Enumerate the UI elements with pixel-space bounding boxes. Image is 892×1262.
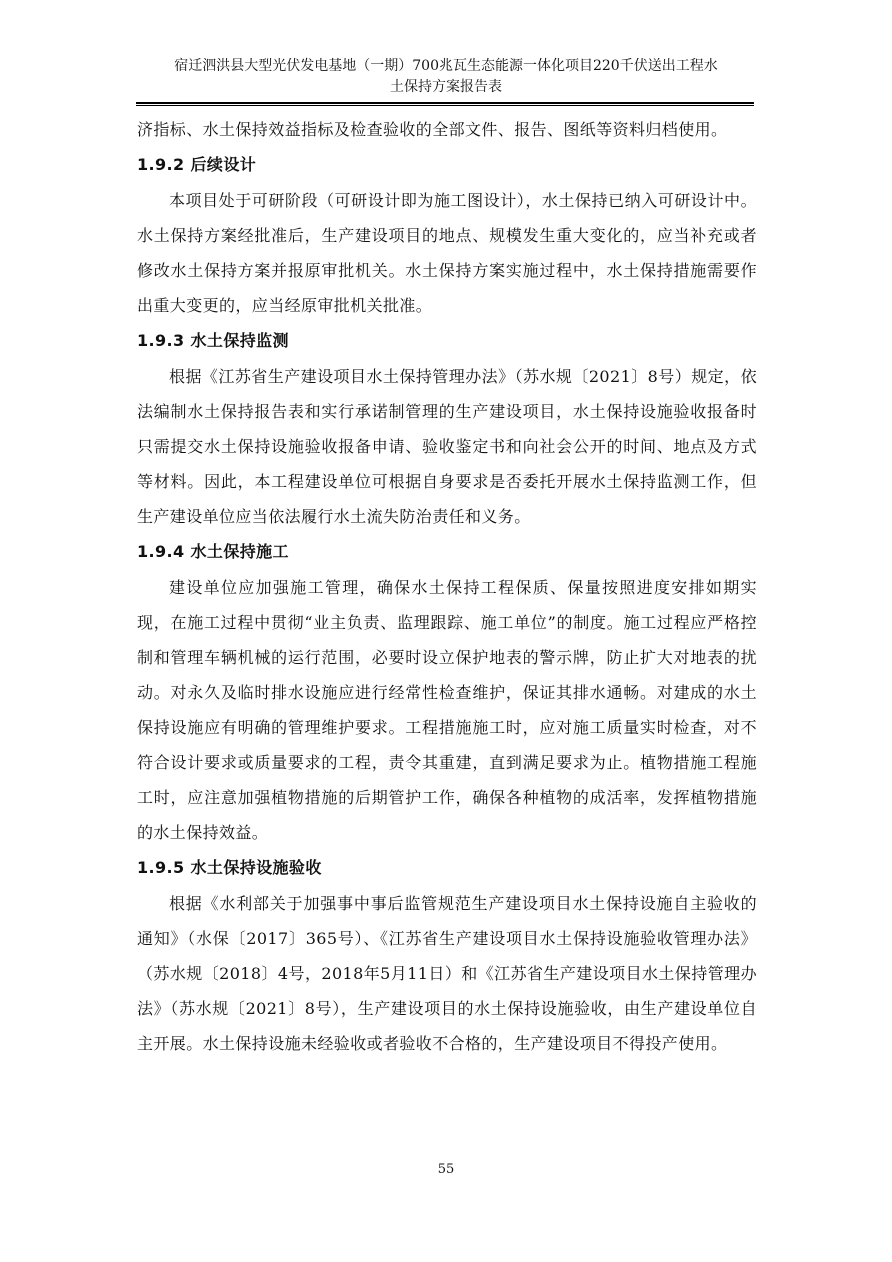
paragraph-construction: 建设单位应加强施工管理，确保水土保持工程保质、保量按照进度安排如期实现，在施工过程中贯彻“业主负责、监理跟踪、施工单位”的制度。施工过程应严格控制和管理车辆机械的运行范围，必要时设立保护地表的警示牌，防止扩大对地表的扰动。对永久及临时排水设施应进行经常性检查维护，保证其排水通畅。对建成的水土保持设施应有明确的管理维护要求。工程措施施工时，应对施工质量实时检查，对不符合设计要求或质量要求的工程，责令其重建，直到满足要求为止。植物措施工程施工时，应注意加强植物措施的后期管护工作，确保各种植物的成活率，发挥植物措施的水土保持效益。 xyxy=(137,578,757,842)
paragraph-acceptance: 根据《水利部关于加强事中事后监管规范生产建设项目水土保持设施自主验收的通知》（水保〔2017〕365号）、《江苏省生产建设项目水土保持设施验收管理办法》（苏水规〔2018〕4号，2018年5月11日）和《江苏省生产建设项目水土保持管理办法》（苏水规〔2021〕8号），生产建设项目的水土保持设施验收，由生产建设单位自主开展。水土保持设施未经验收或者验收不合格的，生产建设项目不得投产使用。 xyxy=(137,894,757,1053)
header-title-line2: 土保持方案报告表 xyxy=(390,79,502,95)
document-body xyxy=(137,112,757,1061)
section-heading-1-9-2: 1.9.2 后续设计 xyxy=(137,155,257,174)
header-rule xyxy=(136,102,754,106)
paragraph-follow-up-design: 本项目处于可研阶段（可研设计即为施工图设计），水土保持已纳入可研设计中。水土保持方案经批准后，生产建设项目的地点、规模发生重大变化的，应当补充或者修改水土保持方案并报原审批机关。水土保持方案实施过程中，水土保持措施需要作出重大变更的，应当经原审批机关批准。 xyxy=(137,191,757,315)
section-heading-1-9-3: 1.9.3 水土保持监测 xyxy=(137,331,289,350)
section-heading-1-9-4: 1.9.4 水土保持施工 xyxy=(137,542,289,561)
page-number: 55 xyxy=(437,1162,455,1177)
paragraph-monitoring: 根据《江苏省生产建设项目水土保持管理办法》（苏水规〔2021〕8号）规定，依法编制水土保持报告表和实行承诺制管理的生产建设项目，水土保持设施验收报备时只需提交水土保持设施验收报备申请、验收鉴定书和向社会公开的时间、地点及方式等材料。因此，本工程建设单位可根据自身要求是否委托开展水土保持监测工作，但生产建设单位应当依法履行水土流失防治责任和义务。 xyxy=(137,367,757,526)
header-title-line1: 宿迁泗洪县大型光伏发电基地（一期）700兆瓦生态能源一体化项目220千伏送出工程水 xyxy=(174,58,718,74)
section-heading-1-9-5: 1.9.5 水土保持设施验收 xyxy=(137,858,322,877)
continuation-paragraph: 济指标、水土保持效益指标及检查验收的全部文件、报告、图纸等资料归档使用。 xyxy=(137,120,728,139)
running-header xyxy=(136,56,756,98)
